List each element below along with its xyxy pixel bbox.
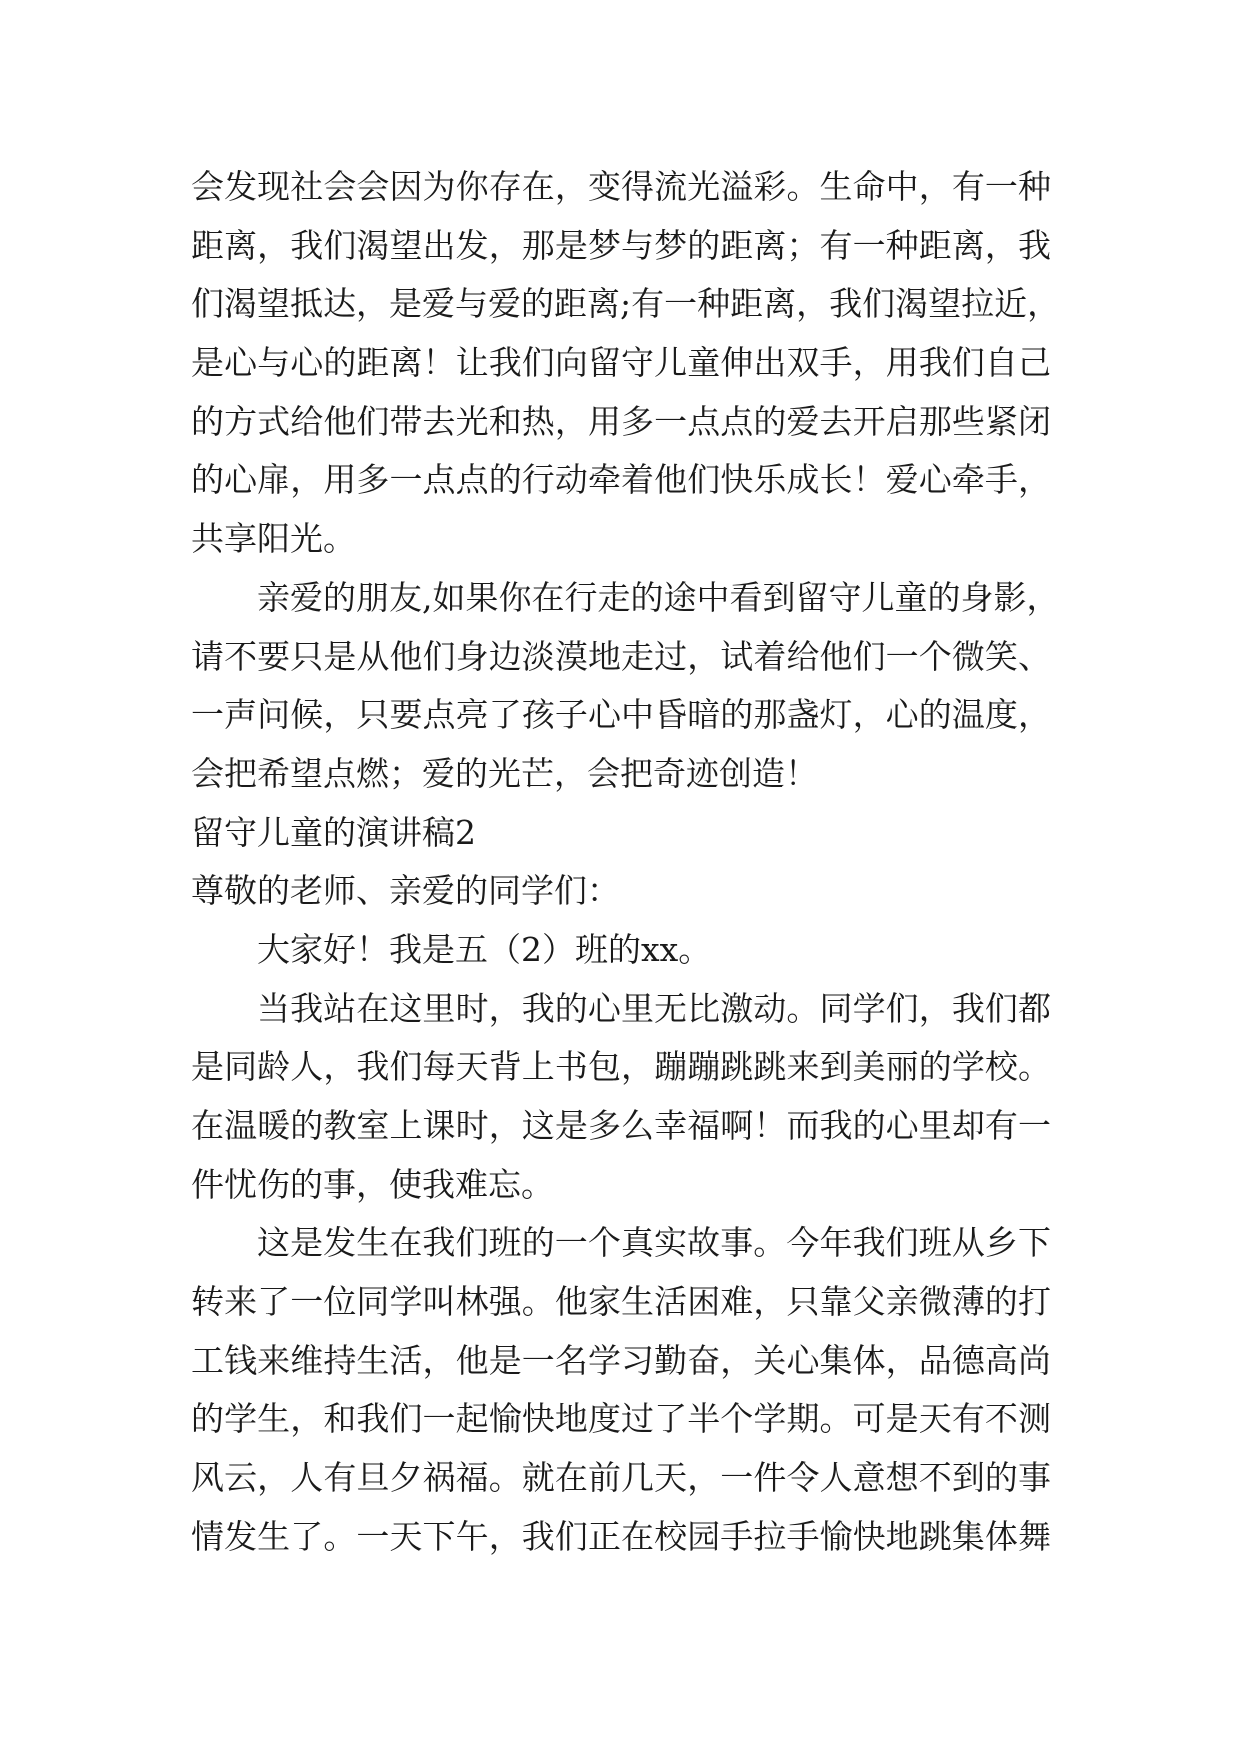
text-line: 们渴望抵达，是爱与爱的距离;有一种距离，我们渴望拉近， bbox=[191, 284, 1061, 324]
salutation: 尊敬的老师、亲爱的同学们： bbox=[191, 871, 620, 911]
text-line: 风云，人有旦夕祸福。就在前几天，一件令人意想不到的事 bbox=[191, 1458, 1051, 1498]
text-line: 的学生，和我们一起愉快地度过了半个学期。可是天有不测 bbox=[191, 1399, 1051, 1439]
text-line: 会把希望点燃；爱的光芒，会把奇迹创造！ bbox=[191, 753, 818, 793]
text-line: 是同龄人，我们每天背上书包，蹦蹦跳跳来到美丽的学校。 bbox=[191, 1047, 1051, 1087]
greeting-line: 大家好！我是五（2）班的xx。 bbox=[257, 929, 712, 969]
text-line: 的心扉，用多一点点的行动牵着他们快乐成长！爱心牵手， bbox=[191, 460, 1051, 500]
text-line: 请不要只是从他们身边淡漠地走过，试着给他们一个微笑、 bbox=[191, 636, 1051, 676]
speech-text-body bbox=[191, 158, 1061, 1567]
text-line: 会发现社会会因为你存在，变得流光溢彩。生命中，有一种 bbox=[191, 167, 1051, 206]
text-line: 工钱来维持生活，他是一名学习勤奋，关心集体，品德高尚 bbox=[191, 1340, 1051, 1380]
paragraph-first-line: 这是发生在我们班的一个真实故事。今年我们班从乡下 bbox=[257, 1223, 1051, 1263]
text-line: 情发生了。一天下午，我们正在校园手拉手愉快地跳集体舞 bbox=[191, 1516, 1051, 1556]
text-line: 共享阳光。 bbox=[191, 519, 356, 559]
paragraph-first-line: 当我站在这里时，我的心里无比激动。同学们，我们都 bbox=[257, 988, 1051, 1028]
section-title: 留守儿童的演讲稿2 bbox=[191, 812, 476, 852]
text-line: 转来了一位同学叫林强。他家生活困难，只靠父亲微薄的打 bbox=[191, 1282, 1051, 1322]
text-line: 在温暖的教室上课时，这是多么幸福啊！而我的心里却有一 bbox=[191, 1106, 1051, 1145]
text-line: 件忧伤的事，使我难忘。 bbox=[191, 1164, 554, 1204]
text-line: 距离，我们渴望出发，那是梦与梦的距离；有一种距离，我 bbox=[191, 225, 1051, 265]
text-line: 一声问候，只要点亮了孩子心中昏暗的那盏灯，心的温度， bbox=[191, 695, 1051, 735]
text-line: 的方式给他们带去光和热，用多一点点的爱去开启那些紧闭 bbox=[191, 401, 1051, 441]
text-line: 是心与心的距离！让我们向留守儿童伸出双手，用我们自己 bbox=[191, 343, 1051, 383]
paragraph-first-line: 亲爱的朋友,如果你在行走的途中看到留守儿童的身影， bbox=[257, 577, 1060, 617]
